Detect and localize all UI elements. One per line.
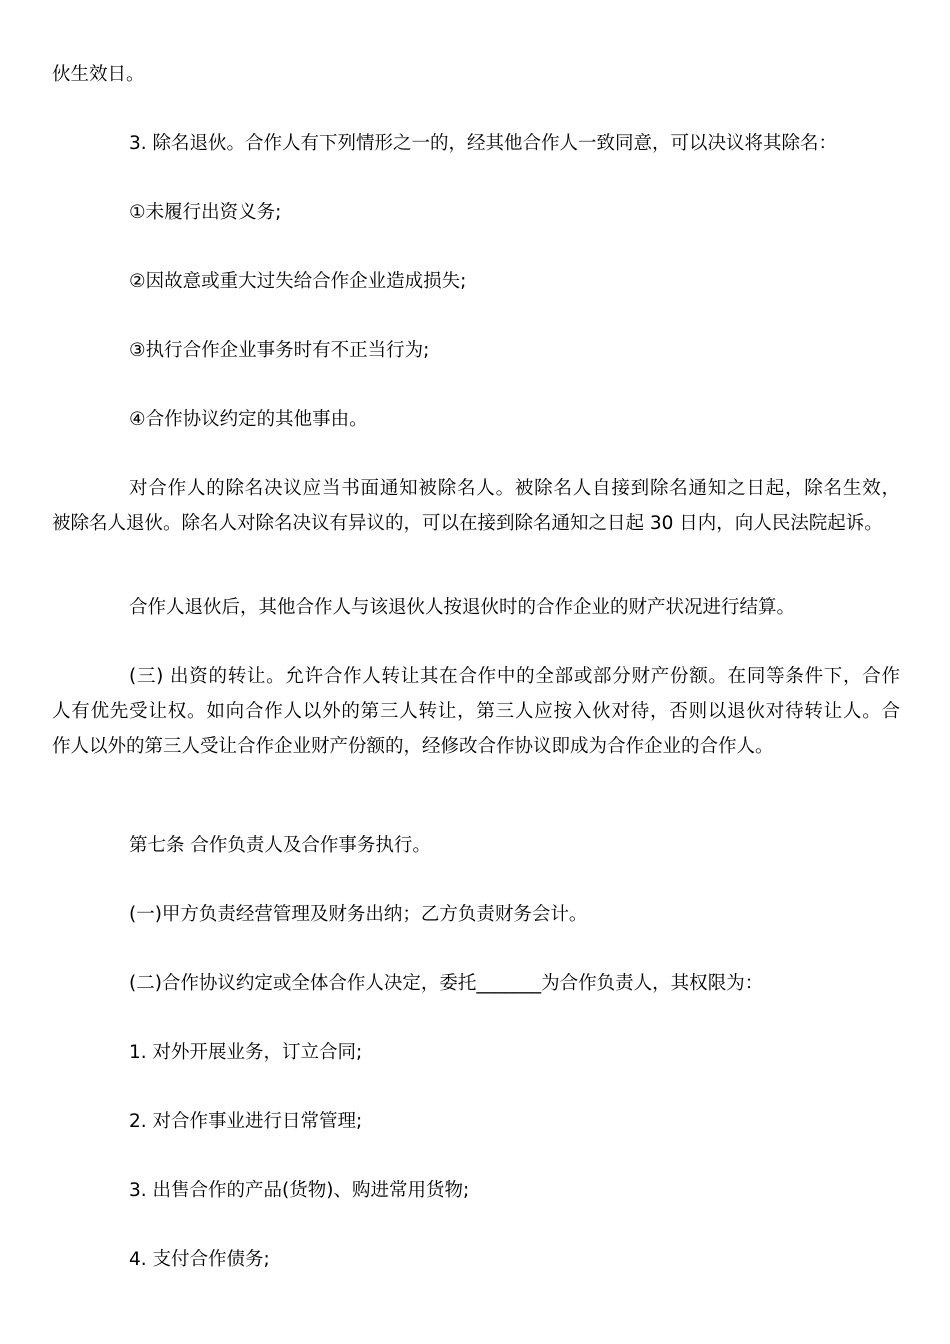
text-line: 被除名人退伙。除名人对除名决议有异议的，可以在接到除名通知之日起 30 日内，向人民法院起诉。 (52, 513, 883, 534)
paragraph-transfer-of-capital (52, 660, 900, 764)
authority-item-4 (129, 1243, 900, 1277)
list-item-2 (129, 265, 900, 299)
list-item-4 (129, 403, 900, 437)
paragraph-expulsion-notice (52, 472, 900, 541)
text-line: 4. 支付合作债务; (129, 1249, 270, 1270)
paragraph-expulsion-withdrawal (129, 127, 900, 161)
text-line: (二)合作协议约定或全体合作人决定，委托_______为合作负责人，其权限为： (129, 973, 764, 994)
paragraph-appointment (129, 967, 900, 1001)
text-line: ③执行合作企业事务时有不正当行为; (129, 340, 430, 361)
text-line: 作人以外的第三人受让合作企业财产份额的，经修改合作协议即成为合作企业的合作人。 (52, 736, 774, 757)
text-line: (三) 出资的转让。允许合作人转让其在合作中的全部或部分财产份额。在同等条件下，合作 (129, 666, 900, 687)
list-item-1 (129, 196, 900, 230)
list-item-3 (129, 334, 900, 368)
paragraph-continuation (52, 58, 900, 92)
text-line: 第七条 合作负责人及合作事务执行。 (129, 835, 431, 856)
text-line: 伙生效日。 (52, 64, 145, 85)
text-line: ④合作协议约定的其他事由。 (129, 409, 368, 430)
authority-item-1 (129, 1036, 900, 1070)
paragraph-duties (129, 898, 900, 932)
text-line: (一)甲方负责经营管理及财务出纳；乙方负责财务会计。 (129, 904, 588, 925)
text-line: 对合作人的除名决议应当书面通知被除名人。被除名人自接到除名通知之日起，除名生效， (129, 478, 900, 499)
text-line: 3. 出售合作的产品(货物)、购进常用货物; (129, 1180, 470, 1201)
text-line: 2. 对合作事业进行日常管理; (129, 1111, 363, 1132)
authority-item-2 (129, 1105, 900, 1139)
text-line: ①未履行出资义务; (129, 202, 282, 223)
article-seven-heading (129, 829, 900, 863)
text-line: ②因故意或重大过失给合作企业造成损失; (129, 271, 467, 292)
paragraph-settlement (129, 591, 900, 625)
text-line: 人有优先受让权。如向合作人以外的第三人转让，第三人应按入伙对待，否则以退伙对待转让人。合 (52, 701, 900, 722)
authority-item-3 (129, 1174, 900, 1208)
text-line: 1. 对外开展业务，订立合同; (129, 1042, 363, 1063)
text-line: 合作人退伙后，其他合作人与该退伙人按退伙时的合作企业的财产状况进行结算。 (129, 597, 796, 618)
text-line: 3. 除名退伙。合作人有下列情形之一的，经其他合作人一致同意，可以决议将其除名： (129, 133, 838, 154)
